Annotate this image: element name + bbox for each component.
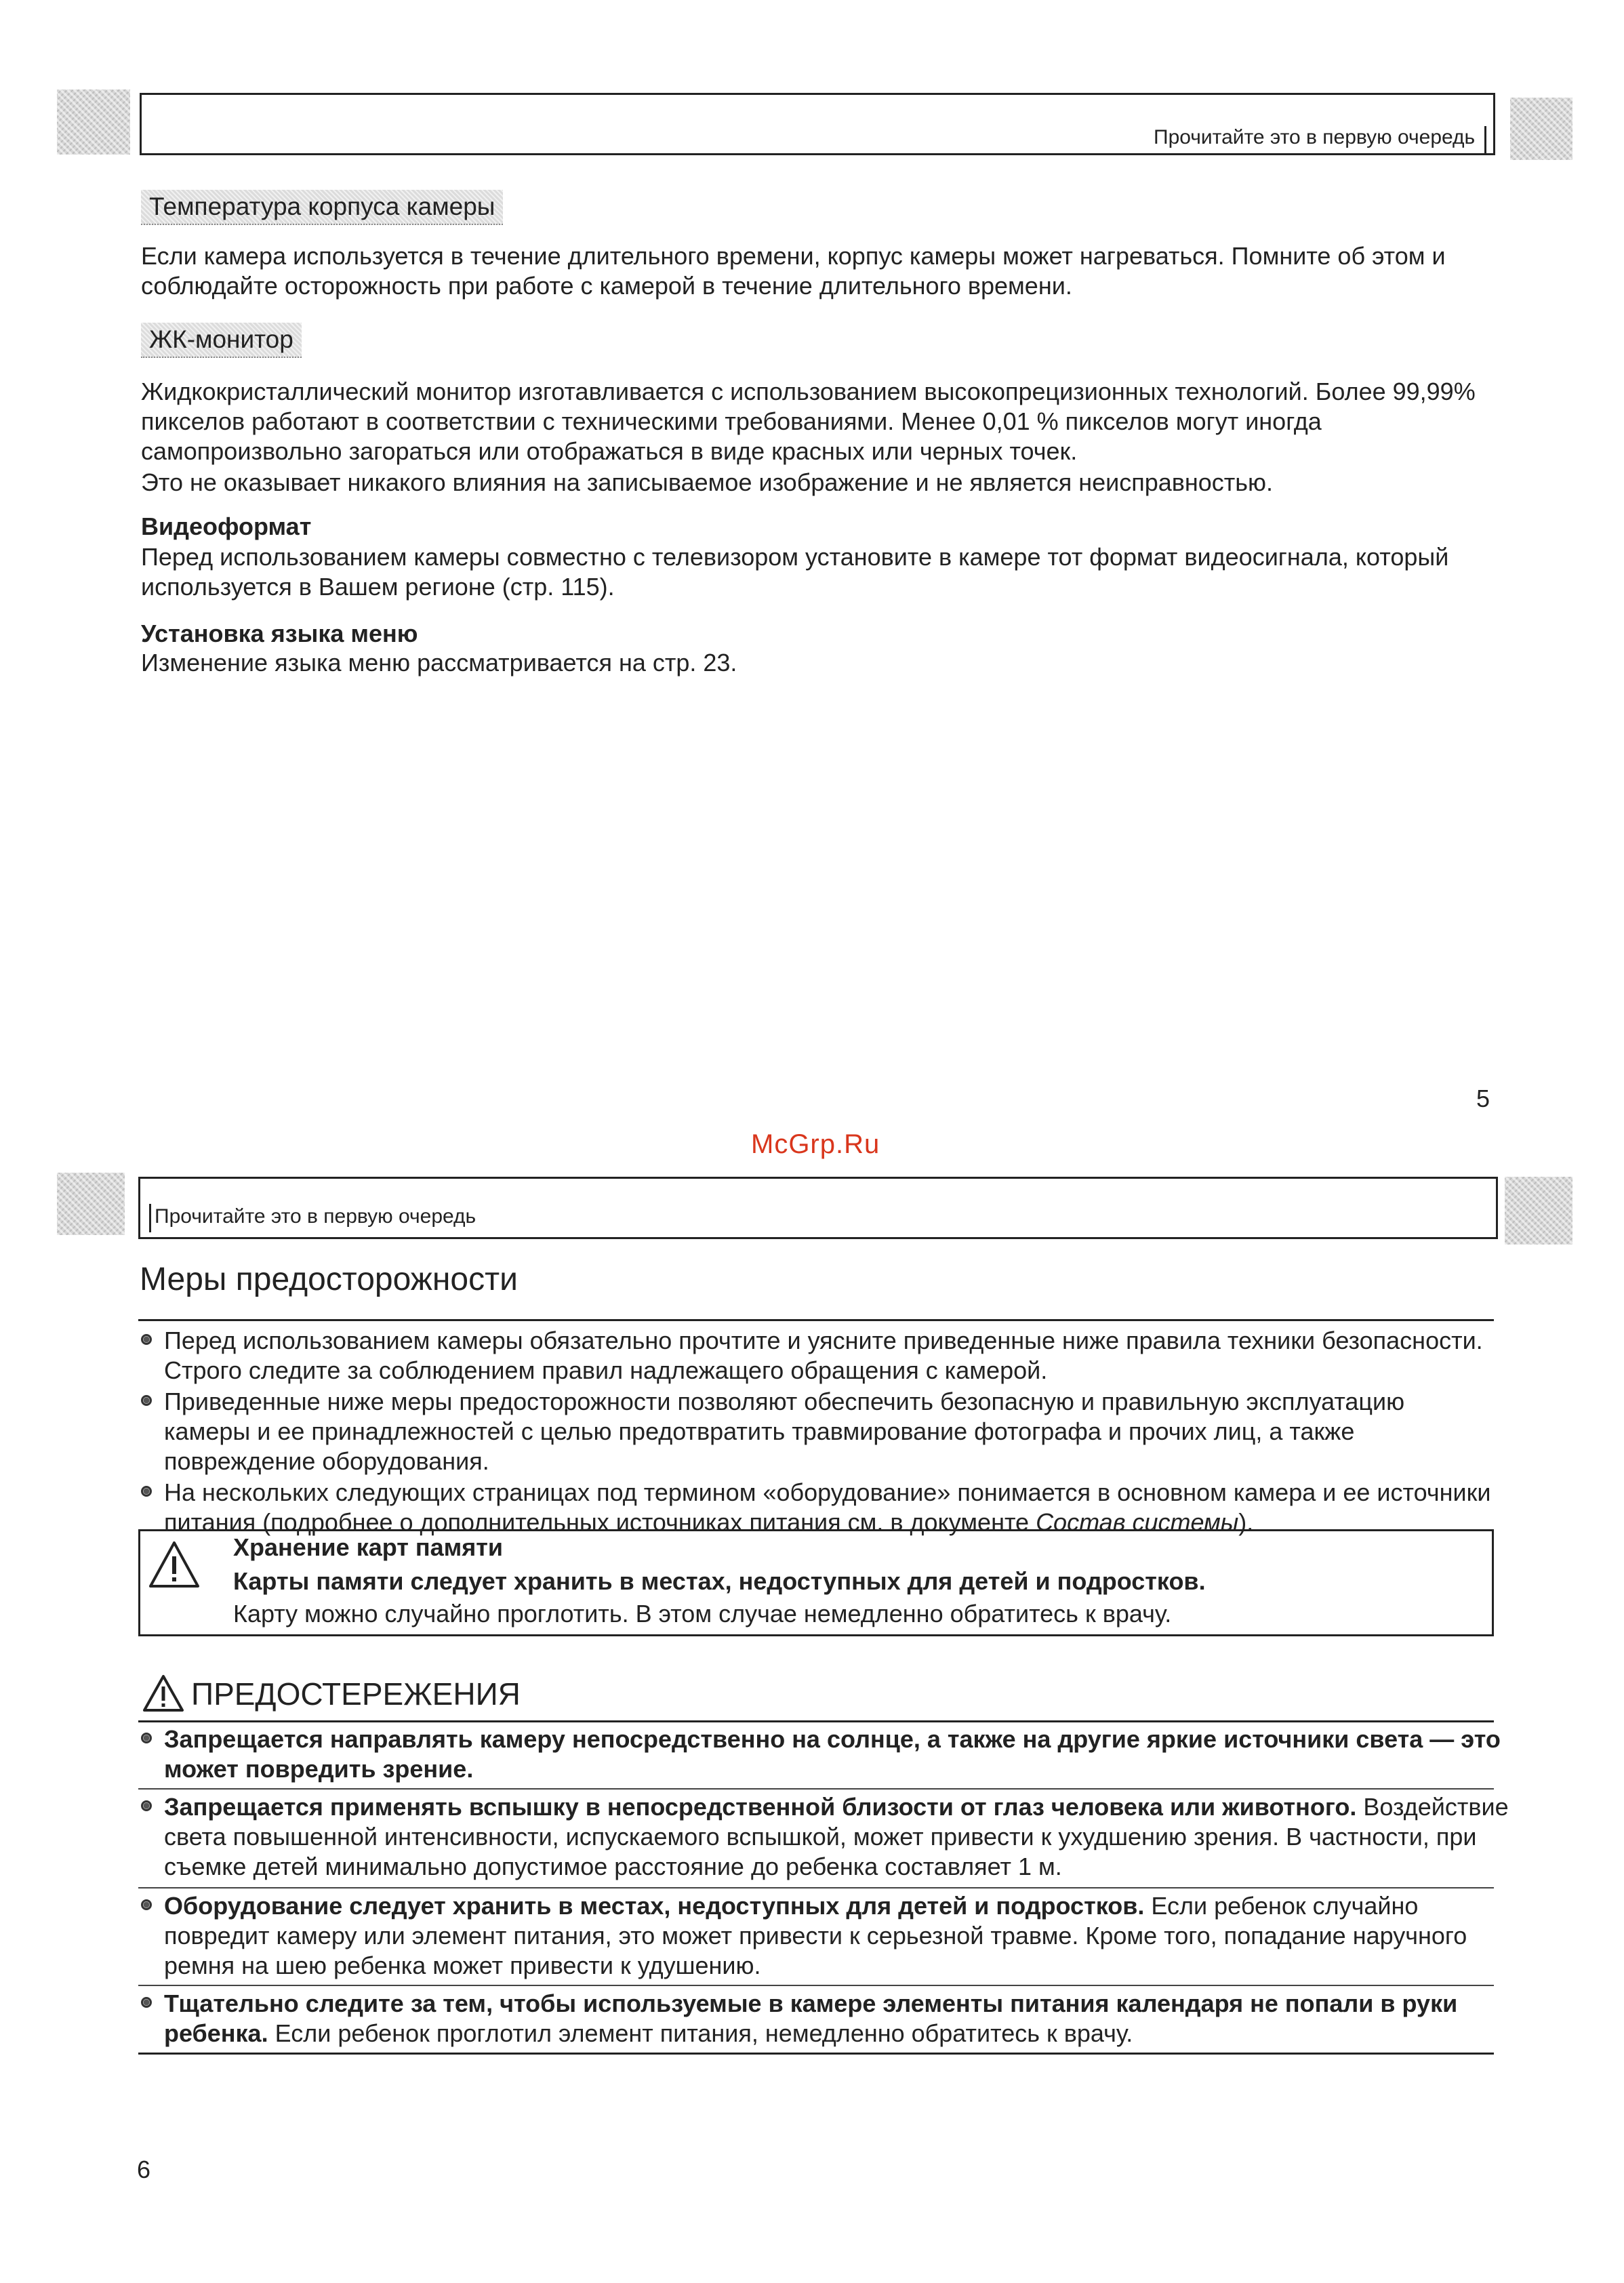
list-item [140, 1387, 1495, 1476]
caution-item [140, 1792, 1513, 1882]
bullet-icon [141, 1395, 152, 1406]
page5-header-divider [1484, 126, 1486, 153]
lcd-text-2: Это не оказывает никакого влияния на записываемое изображение и не является неисправностью. [141, 468, 1274, 496]
caution-divider [138, 1985, 1494, 1986]
watermark: McGrp.Ru [751, 1129, 880, 1159]
caution-bold: Тщательно следите за тем, чтобы используемые в камере элементы питания календаря не попали в руки ребенка. [164, 1989, 1458, 2047]
caution-item [140, 1724, 1513, 1784]
caution-item [140, 1989, 1513, 2048]
bullet-icon [141, 1899, 152, 1910]
language-text: Изменение языка меню рассматривается на стр. 23. [141, 649, 737, 676]
video-text: Перед использованием камеры совместно с телевизором установите в камере тот формат видеосигнала, который используется в Вашем регионе (стр. 115). [141, 543, 1449, 601]
caution-divider [138, 1887, 1494, 1888]
bullet-icon [141, 1997, 152, 2008]
memory-box-bold-line: Карты памяти следует хранить в местах, недоступных для детей и подростков. [233, 1567, 1206, 1595]
list-item-text: На нескольких следующих страницах под термином «оборудование» понимается в основном камера и ее источники питания (подробнее о дополнительных источниках питания см. в документе [164, 1478, 1491, 1536]
caution-item [140, 1891, 1513, 1981]
bullet-icon [141, 1800, 152, 1811]
scan-artifact-right-2 [1505, 1177, 1572, 1245]
caution-triangle-icon [142, 1674, 184, 1712]
page6-header-divider [149, 1204, 151, 1232]
page6-header-text: Прочитайте это в первую очередь [155, 1205, 476, 1228]
list-item [140, 1326, 1495, 1386]
precaution-list [140, 1326, 1495, 1539]
page5-number: 5 [1476, 1085, 1490, 1112]
caution-text: Если ребенок случайно повредит камеру или элемент питания, это может привести к серьезной травме. Кроме того, попадание наручного ремня на шею ребенка может привести к удушению. [164, 1892, 1467, 1979]
video-heading: Видеоформат [141, 512, 312, 540]
list-item-italic: Состав системы [1036, 1508, 1239, 1536]
caution-divider [138, 1788, 1494, 1790]
temperature-text: Если камера используется в течение длительного времени, корпус камеры может нагреваться. Помните об этом и соблюдайте осторожность при работе с камерой в течение длительного времени. [141, 242, 1446, 300]
cautions-rule [138, 1720, 1494, 1722]
cautions-bottom-rule [138, 2053, 1494, 2055]
caution-text: Если ребенок проглотил элемент питания, немедленно обратитесь к врачу. [268, 2019, 1133, 2047]
page5-header-text: Прочитайте это в первую очередь [1154, 126, 1476, 148]
cautions-title: ПРЕДОСТЕРЕЖЕНИЯ [191, 1676, 521, 1712]
lcd-heading: ЖК-монитор [141, 323, 302, 358]
scan-artifact-left-2 [57, 1173, 125, 1235]
bullet-icon [141, 1486, 152, 1497]
caution-bold: Запрещается направлять камеру непосредственно на солнце, а также на другие яркие источники света — это может повредить зрение. [164, 1725, 1501, 1783]
list-item [140, 1478, 1495, 1537]
warning-triangle-icon [148, 1540, 201, 1589]
list-item-text: Приведенные ниже меры предосторожности позволяют обеспечить безопасную и правильную эксплуатацию камеры и ее принадлежностей с целью предотвратить травмирование фотографа и прочих лиц, а также повреждение оборудования. [164, 1388, 1405, 1475]
scan-artifact-left [57, 89, 130, 155]
memory-box-title: Хранение карт памяти [233, 1533, 504, 1561]
page6-title: Меры предосторожности [140, 1261, 518, 1297]
scan-artifact-right [1510, 98, 1572, 160]
bullet-icon [141, 1334, 152, 1345]
language-heading: Установка языка меню [141, 620, 418, 647]
list-item-text-end: ). [1238, 1508, 1254, 1536]
title-rule [138, 1319, 1494, 1321]
lcd-text: Жидкокристаллический монитор изготавливается с использованием высокопрецизионных технологий. Более 99,99% пикселов работают в соответствии с техническими требованиями. Менее 0,01 % пикселов могут иногда самопроизвольно загораться или отображаться в виде красных или черных точек. [141, 378, 1476, 465]
page6-number: 6 [137, 2156, 151, 2183]
list-item-text: Перед использованием камеры обязательно прочтите и уясните приведенные ниже правила техники безопасности. Строго следите за соблюдением правил надлежащего обращения с камерой. [164, 1327, 1483, 1384]
caution-text: Воздействие света повышенной интенсивности, испускаемого вспышкой, может привести к ухудшению зрения. В частности, при съемке детей минимально допустимое расстояние до ребенка составляет 1 м. [164, 1793, 1509, 1880]
temperature-heading: Температура корпуса камеры [141, 190, 503, 225]
caution-bold: Оборудование следует хранить в местах, недоступных для детей и подростков. [164, 1892, 1145, 1920]
memory-box-line: Карту можно случайно проглотить. В этом случае немедленно обратитесь к врачу. [233, 1600, 1172, 1628]
caution-bold: Запрещается применять вспышку в непосредственной близости от глаз человека или животного. [164, 1793, 1357, 1821]
bullet-icon [141, 1733, 152, 1743]
